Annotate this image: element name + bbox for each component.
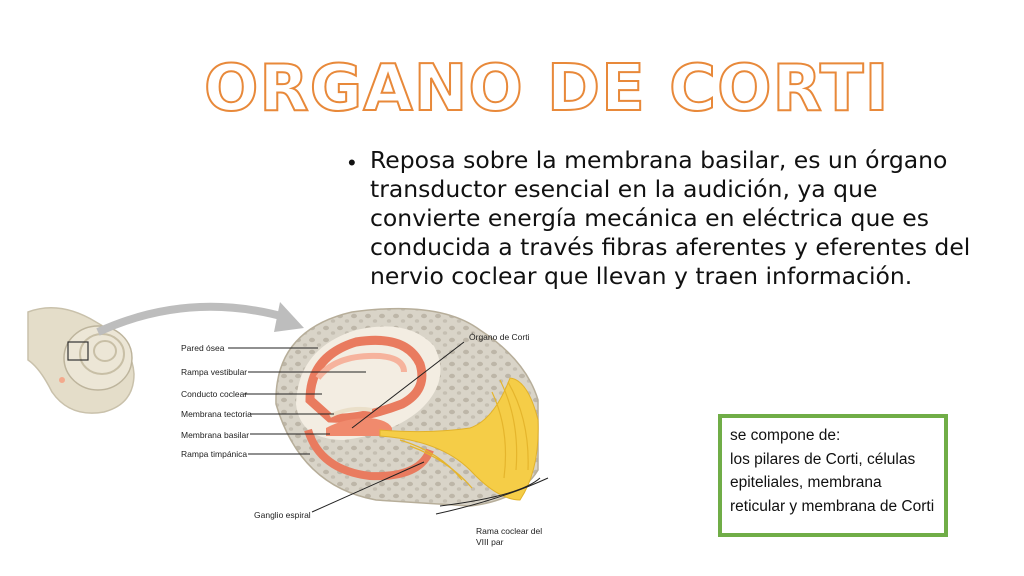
label-rama-coclear-line2: VIII par	[476, 537, 504, 547]
label-rampa-vestibular: Rampa vestibular	[181, 367, 248, 377]
label-rampa-timpanica: Rampa timpánica	[181, 449, 248, 459]
label-membrana-tectoria: Membrana tectoria	[181, 409, 252, 419]
bullet-dot: •	[348, 150, 356, 175]
slide-title: ORGANO DE CORTI	[204, 52, 890, 126]
composition-body: los pilares de Corti, células epiteliales, membrana reticular y membrana de Corti	[730, 450, 935, 515]
label-membrana-basilar: Membrana basilar	[181, 430, 250, 440]
label-organo-de-corti: Órgano de Corti	[469, 332, 530, 342]
label-pared-osea: Pared ósea	[181, 343, 225, 353]
bullet-text: Reposa sobre la membrana basilar, es un órgano transductor esencial en la audición, ya que convierte energía mecánica en eléctrica que es conducida a través fibras aferentes y eferentes del nervio coclear que llevan y traen información.	[370, 146, 971, 290]
zoom-arrow	[98, 307, 288, 332]
label-conducto-coclear: Conducto coclear	[181, 389, 248, 399]
label-rama-coclear-line1: Rama coclear del	[476, 526, 543, 536]
zoom-arrow-head	[274, 302, 304, 332]
label-ganglio-espiral: Ganglio espiral	[254, 510, 311, 520]
composition-box	[718, 414, 948, 537]
composition-heading: se compone de:	[730, 427, 841, 444]
